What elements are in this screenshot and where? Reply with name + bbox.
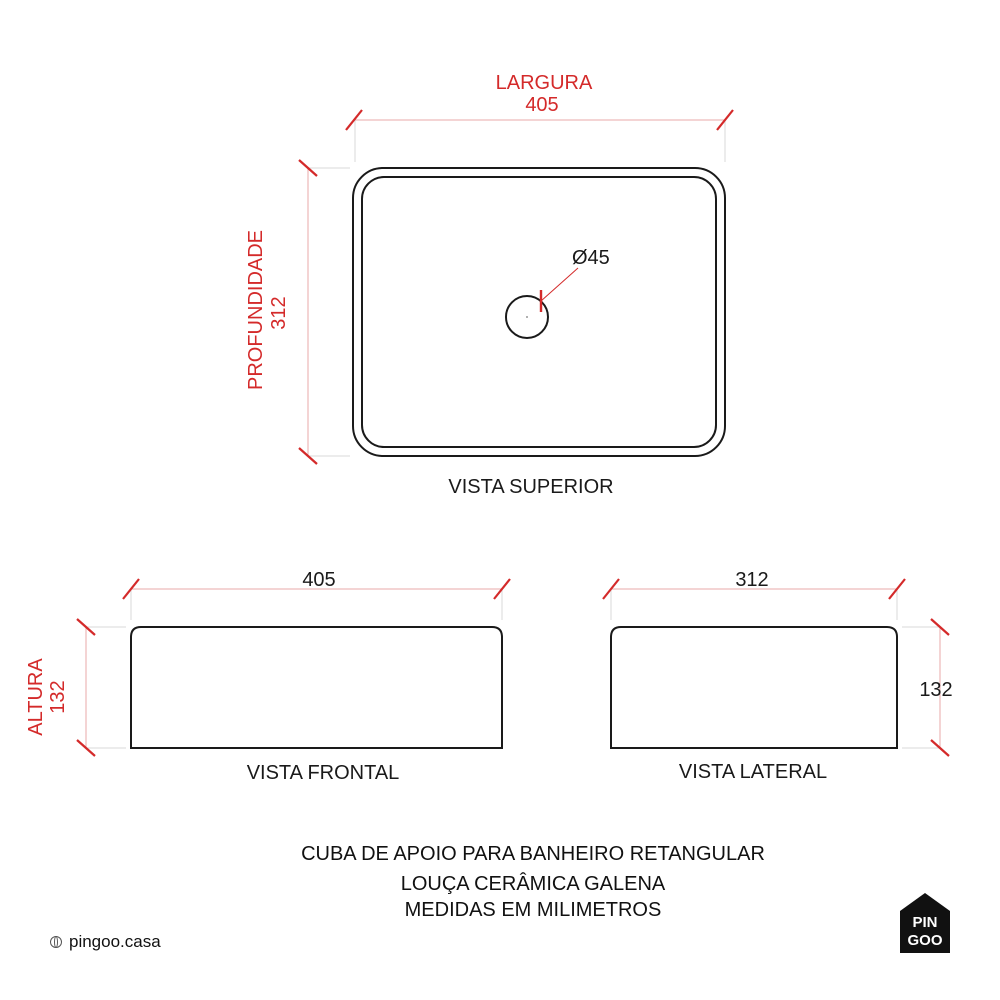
pingoo-logo [900, 893, 950, 953]
width-value: 405 [525, 94, 559, 116]
globe-icon [50, 936, 62, 948]
height-label: ALTURA [25, 658, 47, 736]
side-view [603, 569, 953, 783]
description-line-2: LOUÇA CERÂMICA GALENA [400, 873, 666, 895]
drain-diameter-label: Ø45 [572, 247, 610, 269]
drain-leader-line [541, 268, 578, 301]
top-view [245, 72, 733, 498]
front-view-caption: VISTA FRONTAL [246, 762, 400, 784]
drain-center [526, 316, 528, 318]
description-line-1: CUBA DE APOIO PARA BANHEIRO RETANGULAR [301, 843, 765, 865]
width-label: LARGURA [495, 72, 593, 94]
logo-text-line-2: GOO [907, 932, 943, 949]
website-text: pingoo.casa [69, 932, 161, 951]
logo-text-line-1: PIN [912, 914, 938, 931]
front-width-value: 405 [302, 569, 336, 591]
front-height-value: 132 [47, 680, 69, 714]
side-width-value: 312 [735, 569, 769, 591]
top-view-caption: VISTA SUPERIOR [448, 476, 614, 498]
side-view-caption: VISTA LATERAL [678, 761, 828, 783]
front-basin-outline [131, 627, 502, 748]
depth-label: PROFUNDIDADE [245, 229, 267, 391]
front-view [25, 569, 510, 784]
depth-value: 312 [268, 296, 290, 330]
side-height-value: 132 [919, 679, 953, 701]
side-basin-outline [611, 627, 897, 748]
description-line-3: MEDIDAS EM MILIMETROS [404, 899, 662, 921]
website-link[interactable] [50, 932, 161, 952]
